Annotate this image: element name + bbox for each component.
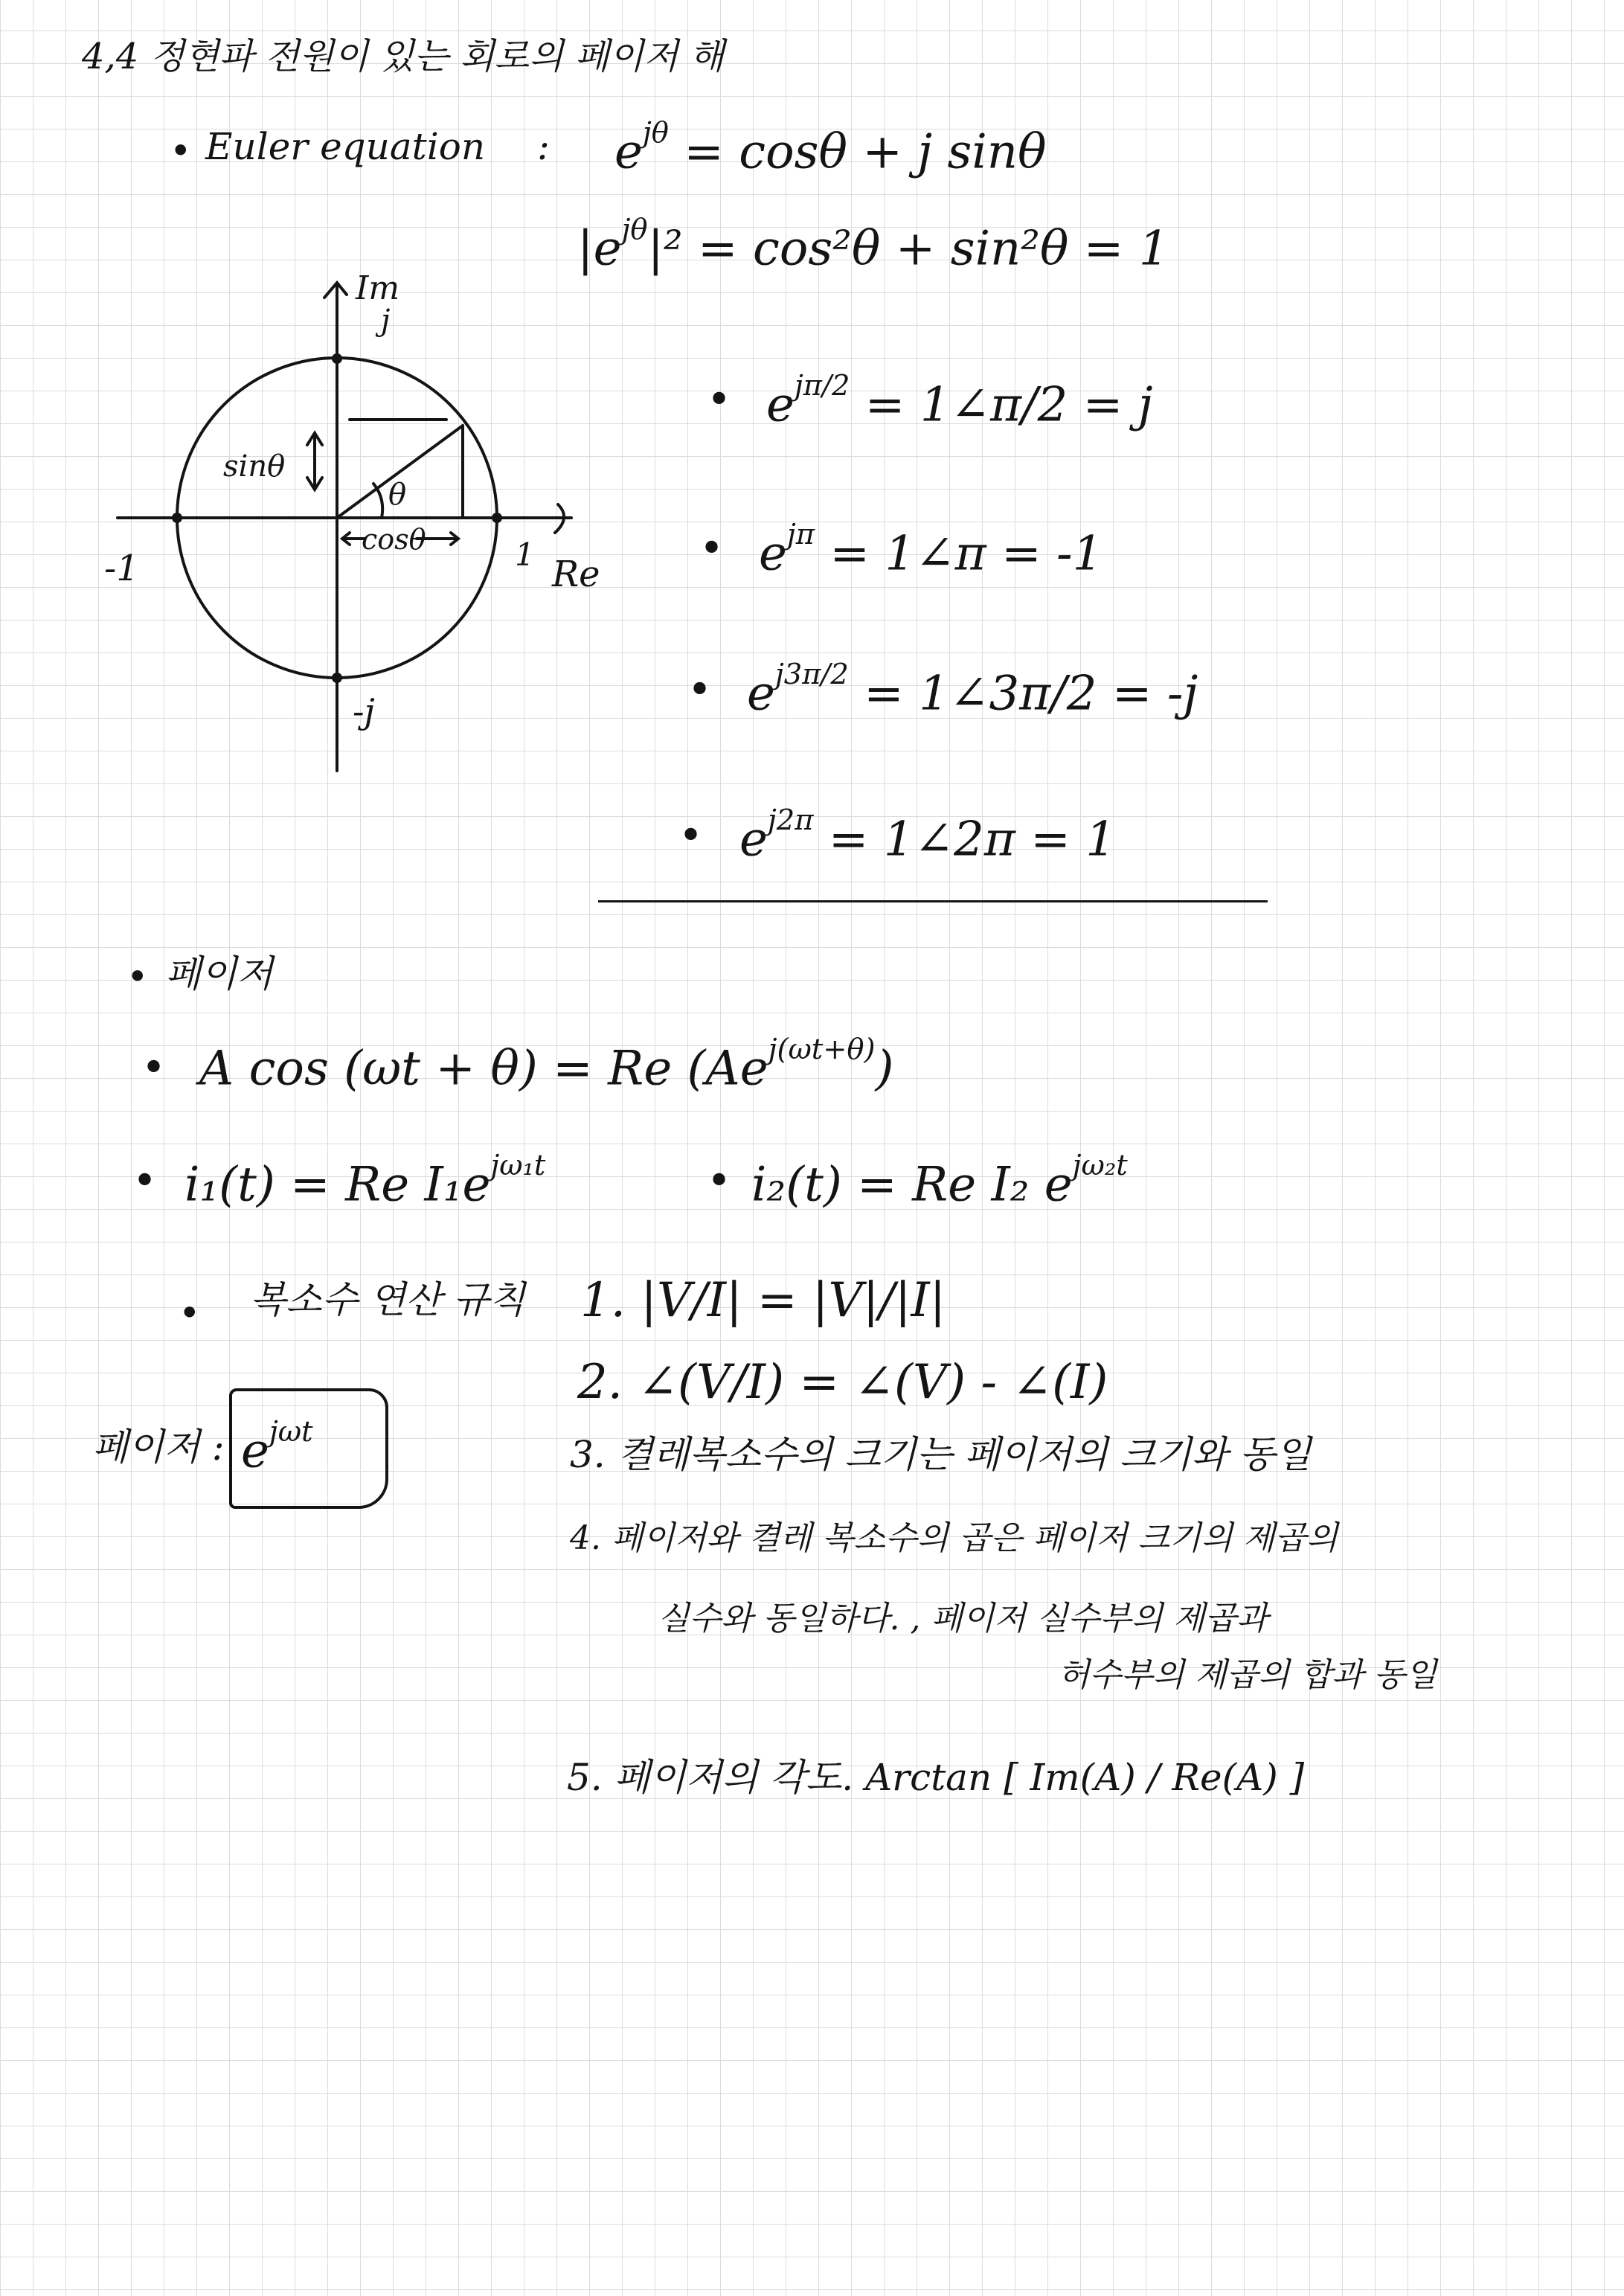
dot-one	[492, 513, 502, 523]
phasor-eq1-bullet: •	[141, 1044, 167, 1092]
tick-neg-j-label: -j	[353, 691, 375, 731]
unit-circle-diagram	[104, 268, 610, 789]
euler-magnitude: $|e^{j\theta}|^2 = \cos^2\theta + \sin^2\theta = 1$	[577, 213, 1169, 277]
dot-neg-one	[172, 513, 182, 523]
phasor-i2-bullet: •	[707, 1157, 732, 1205]
page-title: 4,4 정현파 전원이 있는 회로의 페이저 해	[82, 36, 725, 77]
identity-bullet-2: •	[699, 525, 725, 573]
phasor-i1: i₁(t) = Re $I_1e^{j\omega_1t}$	[184, 1149, 546, 1213]
rule-2: 2. ∠(V/I) = ∠(V) - ∠(I)	[577, 1355, 1108, 1410]
rules-heading: 복소수 연산 규칙	[250, 1278, 525, 1321]
rule-4-continued: 실수와 동일하다. , 페이저 실수부의 제곱과	[658, 1600, 1268, 1638]
tick-one-label: 1	[515, 536, 535, 573]
euler-label: Euler equation	[205, 125, 486, 168]
axis-im-j-label: j	[381, 304, 391, 338]
section-divider	[598, 900, 1268, 902]
dot-j	[332, 353, 342, 364]
axis-im-label: Im	[356, 269, 400, 307]
identity-bullet-4: •	[678, 812, 704, 860]
rule-4: 4. 페이저와 켤레 복소수의 곱은 페이저 크기의 제곱의	[570, 1519, 1338, 1557]
tick-neg-one-label: -1	[104, 548, 139, 589]
rule-5: 5. 페이저의 각도. Arctan [ Im(A) / Re(A) ]	[567, 1756, 1305, 1799]
dot-neg-j	[332, 673, 342, 683]
phasor-heading-bullet: •	[126, 955, 149, 998]
identity-bullet-3: •	[687, 666, 713, 714]
phasor-box-expression: $e^{j\omega t}$	[241, 1415, 313, 1479]
theta-label: θ	[388, 478, 407, 512]
identity-1: $e^{j\pi/2}$ = 1∠π/2 = j	[766, 369, 1153, 433]
phasor-heading: 페이저	[165, 952, 273, 995]
phasor-box-label: 페이저 :	[92, 1426, 225, 1469]
cos-label: cosθ	[362, 523, 426, 556]
identity-2: $e^{j\pi}$ = 1∠π = -1	[759, 518, 1103, 582]
identity-bullet-1: •	[707, 376, 732, 424]
phasor-eq1: A cos (ωt + θ) = Re $(Ae^{j(\omega t+\theta)})$	[199, 1033, 894, 1097]
rules-bullet: •	[179, 1292, 201, 1335]
rule-3: 3. 켤레복소수의 크기는 페이저의 크기와 동일	[570, 1433, 1312, 1476]
euler-formula: $e^{j\theta} = \cos\theta + j$ sinθ	[614, 116, 1047, 180]
rule-1: 1. |V/I| = |V|/|I|	[580, 1273, 946, 1328]
phasor-i1-bullet: •	[132, 1157, 158, 1205]
identity-3: $e^{j3\pi/2}$ = 1∠3π/2 = -j	[747, 658, 1198, 722]
rule-4-continued-2: 허수부의 제곱의 합과 동일	[1058, 1656, 1437, 1694]
identity-4: $e^{j2\pi}$ = 1∠2π = 1	[739, 804, 1116, 868]
euler-colon: :	[537, 125, 550, 168]
phasor-i2: i₂(t) = Re I₂ $e^{j\omega_2t}$	[751, 1149, 1128, 1213]
axis-re-label: Re	[552, 554, 600, 595]
euler-bullet: •	[170, 129, 192, 173]
sin-label: sinθ	[223, 449, 286, 484]
